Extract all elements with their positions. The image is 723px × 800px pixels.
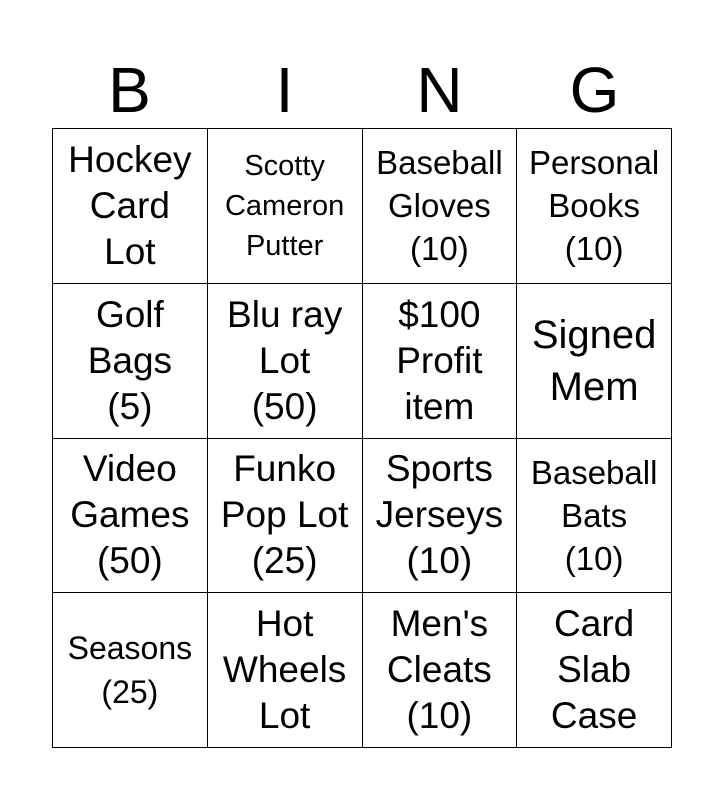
cell-label: Blu ray Lot (50): [227, 293, 343, 427]
cell-label: Baseball Bats (10): [530, 453, 658, 577]
bingo-cell-r2c3[interactable]: [363, 284, 518, 439]
cell-label: Sports Jerseys (10): [375, 448, 504, 582]
cell-label: Men's Cleats (10): [386, 603, 492, 737]
cell-label: Card Slab Case: [550, 603, 638, 737]
cell-label: Seasons (25): [67, 630, 193, 711]
cell-label: Personal Books (10): [529, 144, 660, 268]
bingo-cell-r2c1[interactable]: [53, 284, 208, 439]
bingo-board: [52, 128, 672, 748]
cell-label: Golf Bags (5): [87, 293, 173, 427]
header-letter-i: I: [275, 54, 294, 126]
bingo-cell-r2c4[interactable]: [517, 284, 672, 439]
cell-label: Funko Pop Lot (25): [220, 448, 349, 582]
bingo-cell-r2c2[interactable]: [208, 284, 363, 439]
bingo-cell-r1c2[interactable]: [208, 129, 363, 284]
cell-label: Signed Mem: [531, 312, 657, 409]
bingo-header: [52, 52, 672, 128]
cell-label: Video Games (50): [70, 448, 190, 582]
bingo-cell-r1c1[interactable]: [53, 129, 208, 284]
header-letter-n: N: [416, 54, 463, 126]
header-letter-b: B: [108, 54, 151, 126]
cell-label: Hot Wheels Lot: [222, 603, 347, 737]
bingo-cell-r4c2[interactable]: [208, 593, 363, 748]
bingo-cell-r1c3[interactable]: [363, 129, 518, 284]
cell-label: Hockey Card Lot: [68, 138, 192, 272]
header-letter-g: G: [569, 54, 620, 126]
cell-label: Scotty Cameron Putter: [224, 149, 345, 262]
bingo-cell-r3c3[interactable]: [363, 439, 518, 594]
cell-label: Baseball Gloves (10): [376, 144, 503, 268]
bingo-cell-r4c4[interactable]: [517, 593, 672, 748]
bingo-cell-r3c1[interactable]: [53, 439, 208, 594]
bingo-cell-r4c3[interactable]: [363, 593, 518, 748]
bingo-cell-r3c4[interactable]: [517, 439, 672, 594]
bingo-cell-r4c1[interactable]: [53, 593, 208, 748]
bingo-cell-r3c2[interactable]: [208, 439, 363, 594]
cell-label: $100 Profit item: [396, 293, 483, 427]
bingo-cell-r1c4[interactable]: [517, 129, 672, 284]
